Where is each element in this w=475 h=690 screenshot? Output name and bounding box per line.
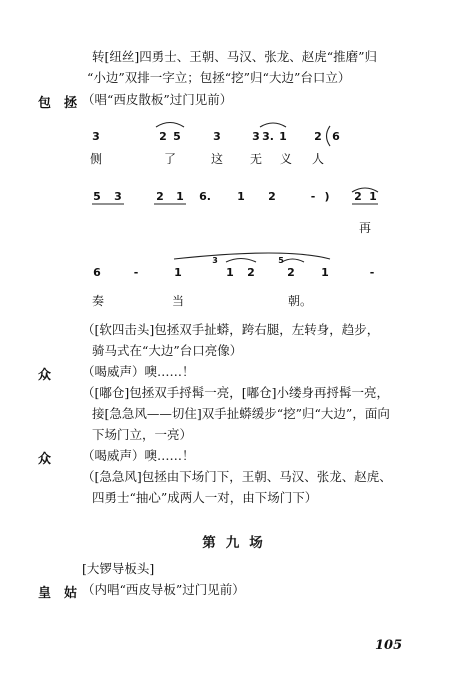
stage-direction: （[急急风]包拯由下场门下，王朝、马汉、张龙、赵虎、 <box>82 469 392 484</box>
scene-title: 第九场 <box>202 535 273 551</box>
stage-direction: 接[急急风——切住]双手扯蟒缓步“挖”归“大边”，面向 <box>92 406 390 421</box>
percussion-cue: [大锣导板头] <box>82 561 155 576</box>
speaker-princess: 皇 姑 <box>38 586 78 601</box>
note: 2 <box>268 190 276 203</box>
singing-direction: （内唱“西皮导板”过门见前） <box>82 582 245 597</box>
speaker-crowd: 众 <box>38 368 52 383</box>
note: 3 <box>114 190 122 203</box>
lyric: 当 <box>171 294 184 308</box>
stage-direction: （喝威声）噢……！ <box>82 364 195 379</box>
speaker-bao-zheng: 包 拯 <box>38 96 78 111</box>
note: 1 <box>174 266 182 279</box>
note: 2 <box>159 130 167 143</box>
note: 2 <box>156 190 164 203</box>
note: 6. <box>199 190 211 203</box>
lyric: 朝。 <box>287 294 312 308</box>
note: 6 <box>93 266 101 279</box>
direction-line: 转[纽丝]四勇士、王朝、马汉、张龙、赵虎“推磨”归 <box>92 49 378 64</box>
note: 5 <box>173 130 181 143</box>
lyric: 了 <box>163 152 176 166</box>
note: 1 <box>321 266 329 279</box>
note: 6 <box>332 130 340 143</box>
note: - <box>133 266 139 279</box>
note: 1 <box>237 190 245 203</box>
note: 3 <box>92 130 100 143</box>
stage-direction: 下场门立，一亮） <box>92 427 193 442</box>
note: - <box>310 190 316 203</box>
note: 2 <box>314 130 322 143</box>
note: 5 <box>93 190 101 203</box>
lyric: 奏 <box>91 294 104 308</box>
stage-direction: （喝威声）噢……！ <box>82 448 195 463</box>
speaker-crowd: 众 <box>38 452 52 467</box>
note: 1 <box>369 190 377 203</box>
slur-mark <box>226 259 256 263</box>
slur-mark <box>260 123 286 127</box>
note: 2 <box>287 266 295 279</box>
note: 1 <box>279 130 287 143</box>
note: 3 <box>213 130 221 143</box>
slur-mark <box>174 253 330 259</box>
singing-direction: （唱“西皮散板”过门见前） <box>82 92 233 107</box>
slur-mark <box>156 123 184 128</box>
lyric: 无 <box>249 152 262 166</box>
note: ) <box>324 190 330 203</box>
note: 3 <box>252 130 260 143</box>
grace-note: 3 <box>212 256 218 265</box>
lyric: 义 <box>279 152 292 166</box>
lyric: 再 <box>358 221 371 235</box>
note: - <box>369 266 375 279</box>
page-number: 105 <box>375 638 403 653</box>
grace-note: 5 <box>278 256 284 265</box>
note: 3. <box>262 130 274 143</box>
note: 2 <box>354 190 362 203</box>
note: 2 <box>247 266 255 279</box>
stage-direction: 四勇士“抽心”成两人一对，由下场门下） <box>92 490 318 505</box>
direction-line: “小边”双排一字立；包拯“挖”归“大边”台口立） <box>87 70 351 85</box>
stage-direction: （[软四击头]包拯双手扯蟒，跨右腿，左转身，趋步， <box>82 322 380 337</box>
note: 1 <box>176 190 184 203</box>
lyric: 人 <box>311 152 324 166</box>
note: 1 <box>226 266 234 279</box>
lyric: 这 <box>210 152 223 166</box>
stage-direction: （[嘟仓]包拯双手捋髯一亮，[嘟仓]小缕身再捋髯一亮， <box>82 385 390 400</box>
stage-direction: 骑马式在“大边”台口亮像） <box>92 343 243 358</box>
lyric: 侧 <box>89 152 102 166</box>
